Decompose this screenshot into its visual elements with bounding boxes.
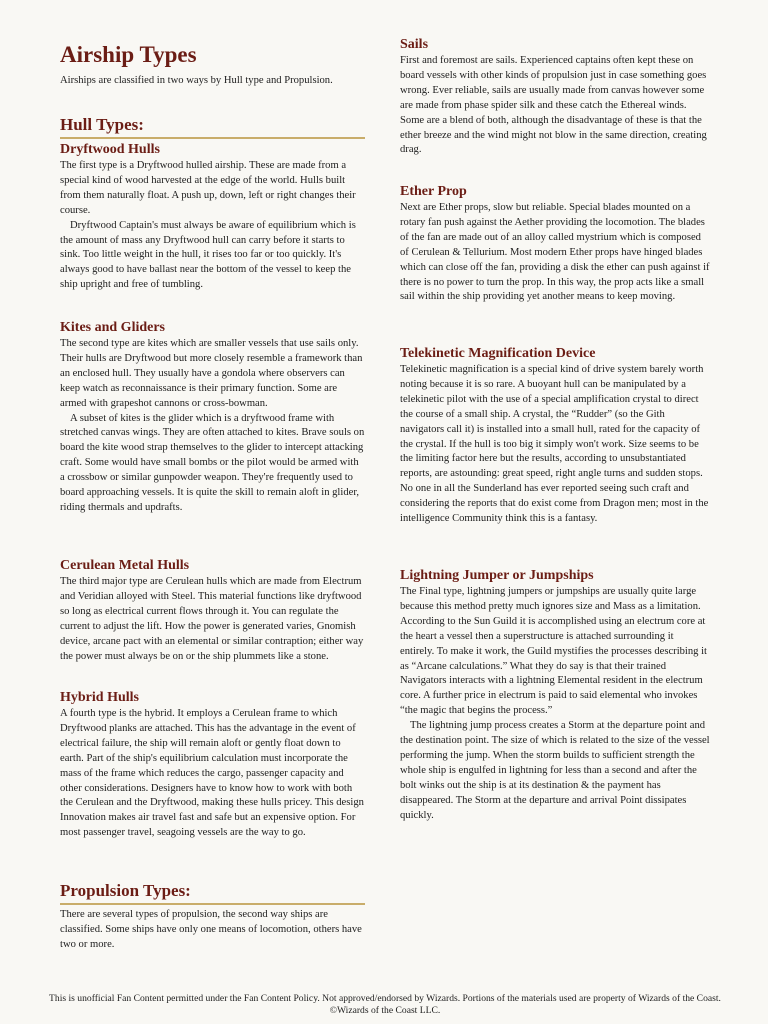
dryftwood-section [60,140,365,293]
sails-paragraph-1: First and foremost are sails. Experienced captains often kept these on board vessels with other kinds of propulsion just in case something goes wrong. Ever reliable, sails are usually made from canvas however some are made from phase spider silk and these catch the Ethereal winds. Some are a blend of both, although the disadvantage of these is that the ether breeze and the wind might not blow in the same direction, creating drag. [400,55,707,156]
sails-heading: Sails [400,37,429,52]
telekinetic-heading: Telekinetic Magnification Device [400,346,596,361]
cerulean-section [60,556,365,664]
hybrid-paragraph-1: A fourth type is the hybrid. It employs a Cerulean frame to which Dryftwood planks are attached. This has the advantage in the event of electrical failure, the ship will remain aloft or gently float down to earth. Part of the ship's equilibrium calculation must incorporate the mass of the frame which reduces the cargo, passenger capacity and other considerations. Designers have to know how to work with both the Cerulean and the Dryftwood, making these hulls pricey. This design Innovation makes air travel fast and safe but an expensive option. For most passenger travel, seagoing vessels are the way to go. [60,708,364,839]
propulsion-types-heading: Propulsion Types: [60,880,365,905]
legal-footer: This is unofficial Fan Content permitted under the Fan Content Policy. Not approved/endorsed by Wizards. Portions of the materials used are property of Wizards of the Coast. ©Wizards of the Coast LLC. [49,993,721,1016]
dryftwood-paragraph-2: Dryftwood Captain's must always be aware of equilibrium which is the amount of mass any Dryftwood hull can carry before it starts to sink. Too little weight in the hull, it rises too far or too quickly. It's always good to have ballast near the bottom of the vessel to keep the ship upright and free of tumbling. [60,219,356,291]
cerulean-paragraph-1: The third major type are Cerulean hulls which are made from Electrum and Veridian alloyed with Steel. This material functions like dryftwood so long as electrical current flows through it. You can regulate the current to adjust the lift. How the power is generated varies, Gnomish device, arcane pact with an elemental or similar contraption; either way the power must always be on or the ship plummets like a stone. [60,576,364,662]
hull-types-heading-block [60,114,365,139]
lightning-heading: Lightning Jumper or Jumpships [400,568,594,583]
hull-types-heading: Hull Types: [60,114,365,139]
kites-paragraph-2: A subset of kites is the glider which is a dryftwood frame with stretched canvas wings. They are often attached to kites. Brave souls on board the kite wood strap themselves to the glider to intercept attacking craft. Some would have small bombs or the pilot would be armed with a crossbow or similar gunpowder weapon. They're frequently used to board approaching vessels. It is quite the skill to remain aloft in glider, riding thermals and updrafts. [60,412,365,513]
kites-paragraph-1: The second type are kites which are smaller vessels that use sails only. Their hulls are Dryftwood but more closely resemble a framework than an enclosed hull. They usually have a gondola where observers can keep watch as reconnaissance is their primary function. Some are armed with grapeshot cannons or cross-bowman. [60,338,363,409]
dryftwood-heading: Dryftwood Hulls [60,142,160,157]
cerulean-heading: Cerulean Metal Hulls [60,558,190,573]
telekinetic-paragraph-1: Telekinetic magnification is a special kind of drive system barely worth noting because it is so rare. A buoyant hull can be manipulated by a telekinetic pilot with the use of a special amplification crystal to direct the course of a small ship. A crystal, the “Rudder” (so the Gith navigators call it) is installed into a small hull, rated for the capacity of the crystal. If the hull is too big it simply won't work. Size seems to be the limiting factor here but the results, according to unsubstantiated reports, are astounding: great speed, right angle turns and sudden stops. No one in all the Sunderland has ever reported seeing such craft and considering the reports that do exist come from Dragon men; most in the intelligence Community think this is a fantasy. [400,364,709,525]
kites-heading: Kites and Gliders [60,320,166,335]
lightning-paragraph-1: The Final type, lightning jumpers or jumpships are usually quite large because this method pretty much ignores size and Mass as a limitation. According to the Sun Guild it is accomplished using an electrum core at the heart a vessel then a superstructure is attached surrounding it entirely. To make it work, the Guild mystifies the processes describing it as “Arcane calculations.” What they do say is that their trained Navigators interacts with a lightning Elemental resident in the electrum core. A further price in electrum is paid to said elemental who invokes “the magic that begins the process.” [400,586,708,717]
hybrid-section [60,688,365,841]
lightning-section [400,566,710,824]
intro-block [60,74,365,89]
propulsion-intro-text: There are several types of propulsion, the second way ships are classified. Some ships have only one means of locomotion, others have two or more. [60,909,362,950]
kites-section [60,318,365,516]
ether-prop-paragraph-1: Next are Ether props, slow but reliable. Special blades mounted on a rotary fan push against the Aether providing the locomotion. The blades of the fan are made out of an alloy called mystrium which is composed of Cerulean & Tellurium. Most modern Ether props have hinged blades which can close off the fan, providing a disk the ether can push against if there is no power to turn the prop. In this way, the prop acts like a small sail within the ship providing yet another means to keep moving. [400,202,710,303]
intro-text: Airships are classified in two ways by Hull type and Propulsion. [60,75,333,86]
propulsion-types-heading-block [60,880,365,905]
ether-prop-heading: Ether Prop [400,184,467,199]
telekinetic-section [400,344,710,527]
sails-section [400,35,710,158]
page-title: Airship Types [60,42,197,67]
dryftwood-paragraph-1: The first type is a Dryftwood hulled airship. These are made from a special kind of wood harvested at the edge of the world. Hulls built from them naturally float. A push up, down, left or right changes their course. [60,160,356,216]
lightning-paragraph-2: The lightning jump process creates a Storm at the departure point and the destination point. The size of which is related to the size of the vessel performing the jump. When the storm builds to sufficient strength the whole ship is engulfed in lightning for less than a second and after the bolt winks out the ship is at its destination & the payment has disappeared. The Storm at the departure and arrival Point dissipates quickly. [400,720,710,821]
hybrid-heading: Hybrid Hulls [60,690,139,705]
ether-prop-section [400,182,710,305]
title-block [60,41,365,69]
propulsion-intro-block [60,908,365,953]
